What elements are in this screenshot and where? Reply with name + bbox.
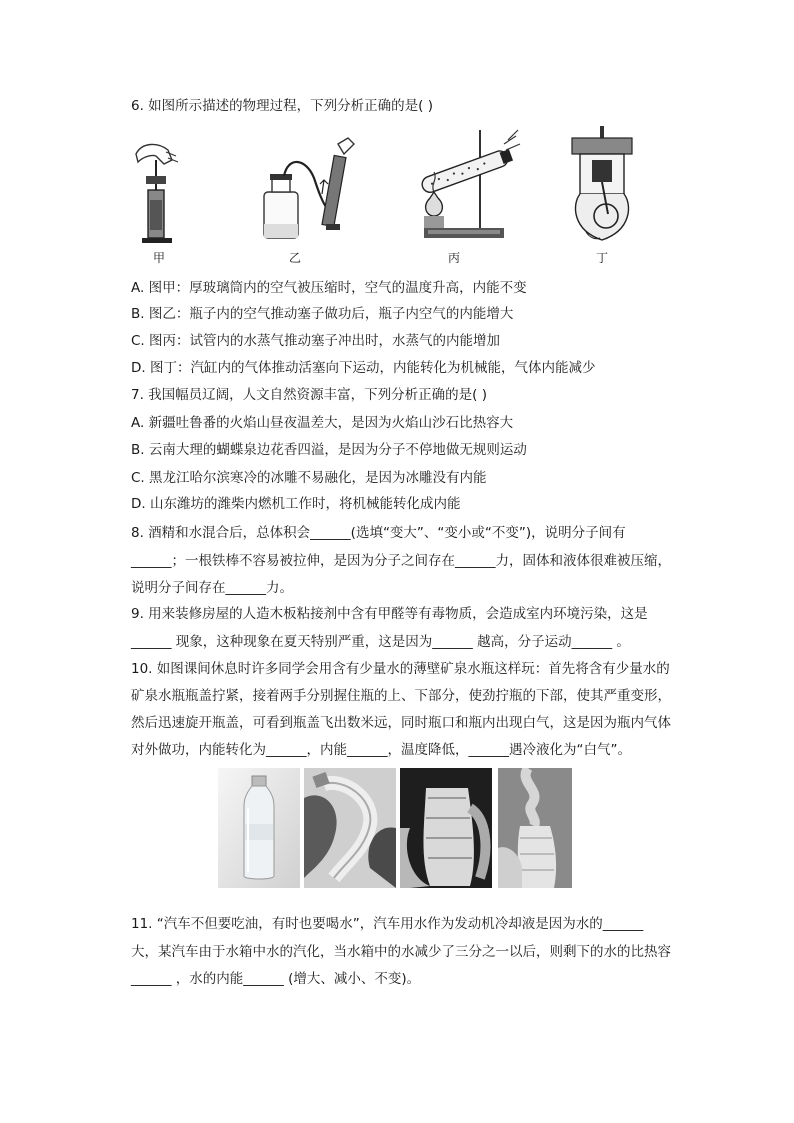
q11-line-3: ______ ，水的内能______ (增大、减小、不变)。: [131, 971, 421, 987]
q6-option-d: D. 图丁：汽缸内的气体推动活塞向下运动，内能转化为机械能，气体内能减少: [131, 360, 596, 376]
figure-label-ding: 丁: [596, 251, 609, 265]
q11-line-2: 大，某汽车由于水箱中水的汽化，当水箱中的水减少了三分之一以后，则剩下的水的比热容: [131, 944, 671, 960]
q8-line-3: 说明分子间存在______力。: [131, 580, 293, 596]
q10-line-2: 矿泉水瓶瓶盖拧紧，接着两手分别握住瓶的上、下部分，使劲拧瓶的下部，使其严重变形，: [131, 688, 671, 704]
figure-label-yi: 乙: [289, 251, 302, 265]
q11-line-1: 11. “汽车不但要吃油，有时也要喝水”，汽车用水作为发动机冷却液是因为水的______: [131, 916, 644, 932]
q6-stem: 6. 如图所示描述的物理过程，下列分析正确的是( ): [131, 98, 433, 114]
q10-line-4: 对外做功，内能转化为______，内能______，温度降低，______遇冷液化为“白气”。: [131, 742, 631, 758]
figure-ding-engine-cylinder: [566, 124, 638, 246]
figure-label-bing: 丙: [448, 251, 461, 265]
q7-option-a: A. 新疆吐鲁番的火焰山昼夜温差大，是因为火焰山沙石比热容大: [131, 415, 514, 431]
photo-bottle-cap-open: [400, 768, 492, 888]
q10-line-1: 10. 如图课间休息时许多同学会用含有少量水的薄壁矿泉水瓶这样玩：首先将含有少量水的: [131, 661, 670, 677]
q7-option-d: D. 山东潍坊的潍柴内燃机工作时，将机械能转化成内能: [131, 496, 461, 512]
figure-jia-compression-cylinder: [128, 140, 188, 248]
q8-line-1: 8. 酒精和水混合后，总体积会______(选填“变大”、“变小或“不变”)，说明分子间有: [131, 525, 626, 541]
photo-bottle-twisted: [304, 768, 396, 888]
q7-option-b: B. 云南大理的蝴蝶泉边花香四溢，是因为分子不停地做无规则运动: [131, 442, 527, 458]
q7-stem: 7. 我国幅员辽阔，人文自然资源丰富，下列分析正确的是( ): [131, 387, 487, 403]
q8-line-2: ______；一根铁棒不容易被拉伸，是因为分子之间存在______力，固体和液体很难被压缩，: [131, 553, 671, 569]
q6-option-b: B. 图乙：瓶子内的空气推动塞子做功后，瓶子内空气的内能增大: [131, 306, 514, 322]
q7-option-c: C. 黑龙江哈尔滨寒冷的冰雕不易融化，是因为冰雕没有内能: [131, 470, 487, 486]
q6-option-a: A. 图甲：厚玻璃筒内的空气被压缩时，空气的温度升高，内能不变: [131, 280, 527, 296]
figure-label-jia: 甲: [153, 251, 166, 265]
q10-line-3: 然后迅速旋开瓶盖，可看到瓶盖飞出数米远，同时瓶口和瓶内出现白气，这是因为瓶内气体: [131, 715, 671, 731]
figure-bing-test-tube-heating: [404, 126, 524, 242]
q9-line-2: ______ 现象，这种现象在夏天特别严重，这是因为______ 越高，分子运动______ 。: [131, 634, 630, 650]
q9-line-1: 9. 用来装修房屋的人造木板粘接剂中含有甲醛等有毒物质，会造成室内环境污染，这是: [131, 606, 648, 622]
figure-yi-bottle-pump: [258, 136, 368, 246]
q6-option-c: C. 图丙：试管内的水蒸气推动塞子冲出时，水蒸气的内能增加: [131, 333, 501, 349]
photo-bottle-intact: [218, 768, 300, 888]
photo-bottle-white-mist: [498, 768, 572, 888]
